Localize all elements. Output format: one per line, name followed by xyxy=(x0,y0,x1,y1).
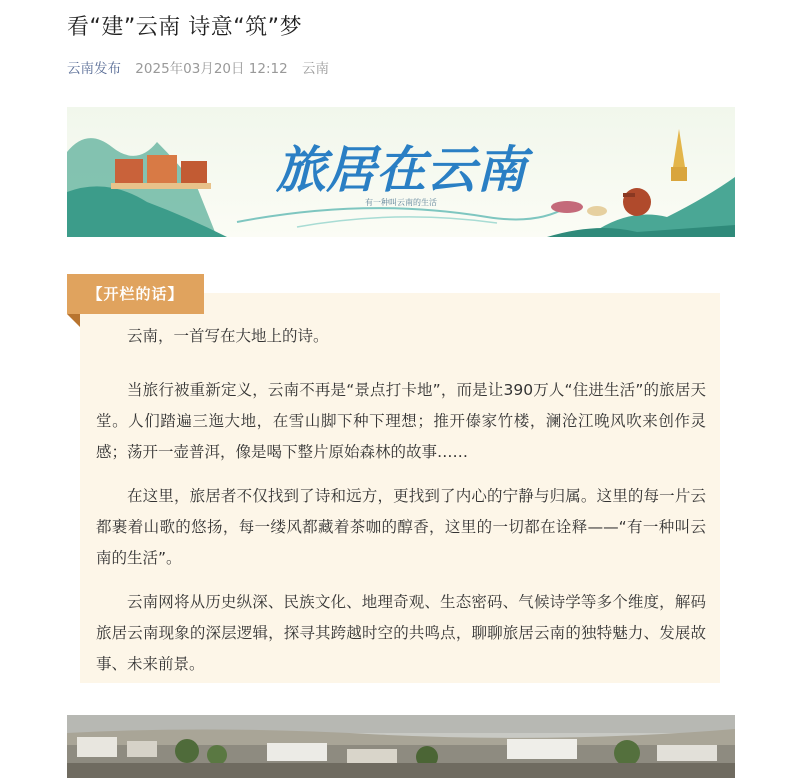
banner-slogan: 有一种叫云南的生活 xyxy=(365,198,437,207)
intro-paragraph-3: 在这里，旅居者不仅找到了诗和远方，更找到了内心的宁静与归属。这里的每一片云都裹着山歌的悠扬，每一缕风都藏着茶咖的醇香，这里的一切都在诠释——“有一种叫云南的生活”。 xyxy=(96,487,706,567)
article-meta xyxy=(67,57,329,77)
intro-tag: 【开栏的话】 xyxy=(67,274,204,314)
banner-logo-text: 旅居在云南 xyxy=(276,142,526,198)
publish-location: 云南 xyxy=(302,61,330,77)
article-title: 看“建”云南 诗意“筑”梦 xyxy=(67,15,303,40)
intro-paragraph-4: 云南网将从历史纵深、民族文化、地理奇观、生态密码、气候诗学等多个维度，解码旅居云南现象的深层逻辑，探寻其跨越时空的共鸣点，聊聊旅居云南的独特魅力、发展故事、未来前景。 xyxy=(96,593,706,673)
source-link[interactable]: 云南发布 xyxy=(67,61,121,77)
article-photo xyxy=(67,715,735,778)
tag-fold xyxy=(67,314,80,327)
publish-date: 2025年03月20日 12:12 xyxy=(135,61,288,77)
intro-paragraph-2: 当旅行被重新定义，云南不再是“景点打卡地”，而是让390万人“住进生活”的旅居天堂。人们踏遍三迤大地，在雪山脚下种下理想；推开傣家竹楼，澜沧江晚风吹来创作灵感；荡开一壶普洱，像是喝下整片原始森林的故事…… xyxy=(96,381,706,461)
banner-image xyxy=(67,107,735,237)
intro-paragraph-1: 云南，一首写在大地上的诗。 xyxy=(127,327,329,345)
